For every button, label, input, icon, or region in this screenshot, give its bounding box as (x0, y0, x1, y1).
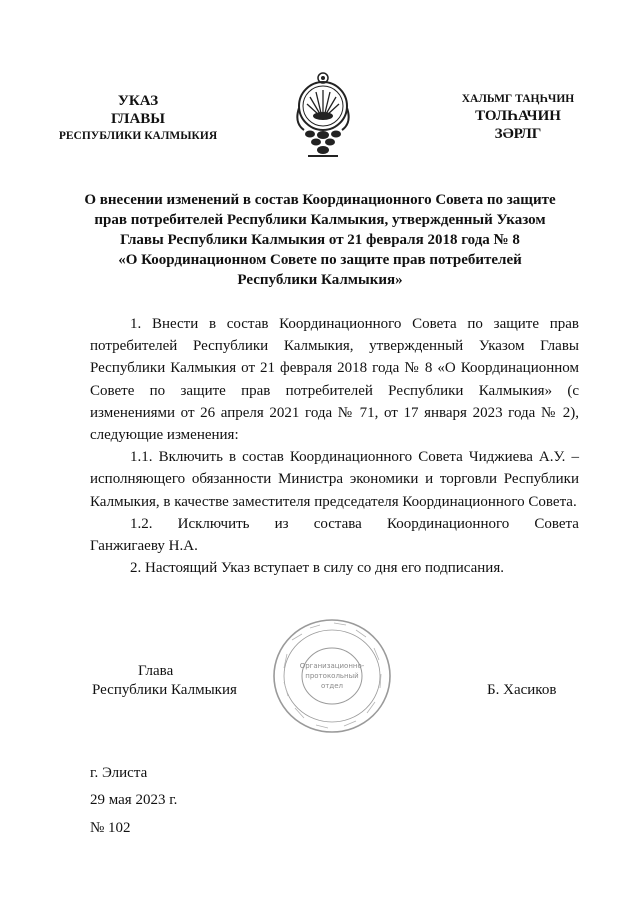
signatory-position-line1: Глава (138, 663, 174, 679)
paragraph-2: 2. Настоящий Указ вступает в силу со дня его подписания. (130, 560, 504, 577)
stamp-line1: Организационно- (299, 662, 365, 670)
p12-word: Совета (534, 515, 579, 532)
footer-date: 29 мая 2023 г. (90, 792, 178, 808)
header-left (38, 92, 238, 144)
header-left-line2: ГЛАВЫ (110, 111, 166, 127)
header-left-line3: РЕСПУБЛИКИ КАЛМЫКИЯ (58, 130, 218, 142)
paragraph-1-2-line2: Ганжигаеву Н.А. (90, 538, 198, 555)
header-right (438, 92, 598, 143)
paragraph-1-1: 1.1. Включить в состав Координационного Совета Чиджиева А.У. – исполняющего обязанности Министра экономики и торговли Республики Калмыкия, в качестве заместителя председателя Координационного Совета. (90, 449, 579, 510)
p12-word: 1.2. (130, 515, 153, 532)
signatory-position (92, 662, 252, 700)
decree-body (90, 313, 579, 579)
paragraph-1-2-line1 (90, 513, 579, 535)
title-line4: «О Координационном Совете по защите прав потребителей (118, 252, 522, 268)
kalmykia-emblem-icon (288, 68, 358, 166)
signatory-name: Б. Хасиков (487, 682, 557, 698)
header-right-line2: ТОЛҺАЧИН (475, 108, 561, 124)
paragraph-1: 1. Внести в состав Координационного Совета по защите прав потребителей Республики Калмыкия, утвержденный Указом Главы Республики Калмыкия от 21 февраля 2018 года № 8 «О Координационном Совете по защите прав потребителей Республики Калмыкия» (с изменениями от 26 апреля 2021 года № 71, от 17 января 2023 года № 2), следующие изменения: (90, 316, 579, 444)
p12-word: из (274, 515, 289, 532)
stamp-line3: отдел (321, 682, 343, 690)
title-line1: О внесении изменений в состав Координационного Совета по защите (84, 192, 556, 208)
p12-word: состава (313, 515, 362, 532)
signatory-position-line2: Республики Калмыкия (92, 682, 237, 698)
p12-word: Координационного (386, 515, 510, 532)
stamp-line2: протокольный (305, 672, 359, 680)
footer-number: № 102 (90, 820, 131, 836)
p12-word: Исключить (177, 515, 250, 532)
title-line5: Республики Калмыкия» (237, 272, 403, 288)
official-stamp (262, 610, 402, 740)
decree-title (70, 190, 570, 290)
header-left-line1: УКАЗ (117, 93, 159, 109)
header-right-line3: ЗӘРЛГ (494, 126, 542, 142)
title-line3: Главы Республики Калмыкия от 21 февраля 2018 года № 8 (120, 232, 520, 248)
title-line2: прав потребителей Республики Калмыкия, утвержденный Указом (94, 212, 546, 228)
header-right-line1: ХАЛЬМГ ТАҢҺЧИН (461, 93, 575, 105)
footer-city: г. Элиста (90, 765, 148, 781)
